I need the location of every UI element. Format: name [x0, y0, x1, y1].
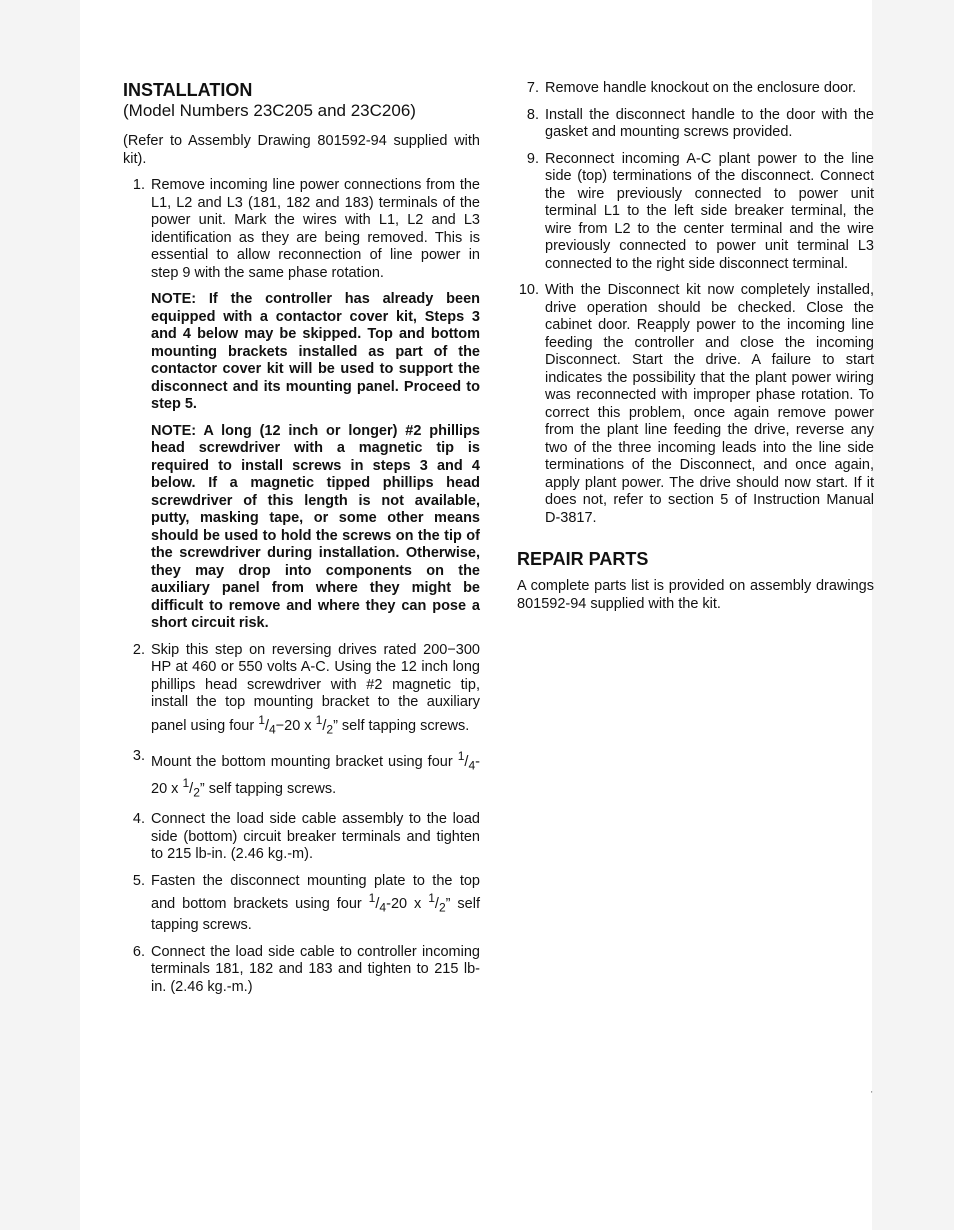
step-number: 6. — [132, 943, 145, 960]
fraction-numerator: 1 — [258, 712, 265, 727]
note-contactor-cover: NOTE: If the controller has already been equipped with a contactor cover kit, Steps 3 and 4 below may be skipped. Top and bottom mounting brackets installed as part of the contactor cover kit will be used to support the disconnect and its mounting panel. Proceed to step 5. — [151, 291, 480, 412]
step-text: Connect the load side cable assembly to the load side (bottom) circuit breaker terminals and tighten to 215 lb-in. (2.46 kg.-m). — [151, 811, 480, 863]
fraction-numerator: 1 — [368, 891, 376, 906]
note-screwdriver: NOTE: A long (12 inch or longer) #2 phillips head screwdriver with a magnetic tip is required to install screws in steps 3 and 4 below. If a magnetic tipped phillips head screwdriver of this length is not available, putty, masking tape, or some other means should be used to hold the screws on the tip of the screwdriver during installation. Otherwise, they may drop into components on the auxiliary panel from where they might be difficult to remove and where they can pose a short circuit risk. — [151, 422, 480, 631]
step-number: 2. — [132, 641, 145, 658]
step-number: 9. — [526, 150, 539, 167]
step-2: 2. Skip this step on reversing drives rated 200−300 HP at 460 or 550 volts A-C. Using the 12 inch long phillips head screwdriver with #2 magnetic tip, install the top mounting bracket to the auxiliary panel using four $^1/_4-20$ x $^1/_2$” self tapping screws. — [123, 642, 480, 739]
step-1 — [123, 177, 480, 282]
step-4 — [123, 811, 480, 864]
step-9 — [517, 151, 874, 274]
right-column — [517, 80, 874, 613]
step-text: Remove handle knockout on the enclosure door. — [545, 80, 857, 96]
step-10 — [517, 282, 874, 527]
repair-parts-text: A complete parts list is provided on assembly drawings 801592-94 supplied with the kit. — [517, 578, 874, 612]
step-text: ” self tapping screws. — [151, 895, 480, 934]
fraction-numerator: 1 — [182, 775, 190, 790]
fraction-denominator: 2 — [326, 722, 334, 737]
stray-mark: ' — [871, 1090, 873, 1099]
step-7 — [517, 80, 874, 98]
step-text: ” self tapping screws. — [333, 717, 470, 734]
step-text: ” self tapping screws. — [199, 780, 337, 797]
left-column — [123, 80, 480, 1005]
installation-subheading: (Model Numbers 23C205 and 23C206) — [123, 101, 416, 120]
step-text: Mount the bottom mounting bracket using four — [151, 753, 458, 770]
step-6 — [123, 944, 480, 997]
repair-parts-heading: REPAIR PARTS — [517, 549, 649, 569]
step-8 — [517, 107, 874, 142]
step-number: 3. — [132, 747, 145, 764]
step-text: Skip this step on reversing drives rated 200−300 HP at 460 or 550 volts A-C. Using the 12 inch long phillips head screwdriver with #2 magnetic tip, install the top mounting bracket to the auxiliary panel using four — [151, 641, 480, 734]
installation-heading: INSTALLATION — [123, 80, 253, 100]
step-number: 4. — [132, 811, 145, 828]
step-number: 1. — [132, 177, 145, 193]
step-text: -20 x — [386, 895, 429, 912]
step-text: -20 x — [151, 753, 480, 797]
fraction-numerator: 1 — [457, 748, 465, 763]
step-text: Install the disconnect handle to the door with the gasket and mounting screws provided. — [545, 106, 874, 140]
step-text: Remove incoming line power connections from the L1, L2 and L3 (181, 182 and 183) terminals of the power unit. Mark the wires with L1, L2 and L3 identification as they are being removed. This is essential to allow reconnection of line power in step 9 with the same phase rotation. — [151, 177, 480, 281]
fraction-denominator: 2 — [193, 785, 200, 800]
step-number: 10. — [518, 282, 539, 298]
fraction-numerator: 1 — [315, 712, 323, 727]
step-text: Fasten the disconnect mounting plate to the top and bottom brackets using four — [151, 872, 480, 912]
step-3: 3. Mount the bottom mounting bracket using four $^1/_4-20$ x $^1/_2$” self tapping screws. — [123, 748, 480, 802]
installation-intro: (Refer to Assembly Drawing 801592-94 supplied with kit). — [123, 133, 480, 167]
step-text: −20 x — [275, 717, 316, 734]
fraction-denominator: 4 — [468, 758, 476, 773]
step-text: With the Disconnect kit now completely installed, drive operation should be checked. Close the cabinet door. Reapply power to the incoming line feeding the controller and close the incoming Disconnect. Start the drive. A failure to start indicates the possibility that the plant power wiring was reconnected with improper phase rotation. To correct this problem, once again remove power from the plant line feeding the drive, reverse any two of the three incoming leads into the line side terminations of the Disconnect, and once again, apply plant power. The drive should now start. If it does not, refer to section 5 of Instruction Manual D-3817. — [545, 282, 874, 526]
fraction-denominator: 4 — [379, 900, 387, 915]
step-number: 8. — [526, 106, 539, 123]
fraction-denominator: 4 — [268, 722, 276, 737]
step-text: Connect the load side cable to controller incoming terminals 181, 182 and 183 and tighten to 215 lb-in. (2.46 kg.-m.) — [151, 943, 480, 995]
step-number: 5. — [132, 872, 145, 889]
step-number: 7. — [526, 80, 539, 96]
fraction-numerator: 1 — [428, 891, 435, 906]
step-5: 5. Fasten the disconnect mounting plate to the top and bottom brackets using four $^1/_4-20$ x $^1/_2$” self tapping screws. — [123, 873, 480, 935]
step-text: Reconnect incoming A-C plant power to the line side (top) terminations of the disconnect. Connect the wire previously connected to power unit terminal L1 to the left side breaker terminal, the wire from L2 to the center terminal and the wire previously connected to power unit terminal L3 connected to the right side disconnect terminal. — [545, 150, 874, 272]
fraction-denominator: 2 — [438, 900, 446, 915]
